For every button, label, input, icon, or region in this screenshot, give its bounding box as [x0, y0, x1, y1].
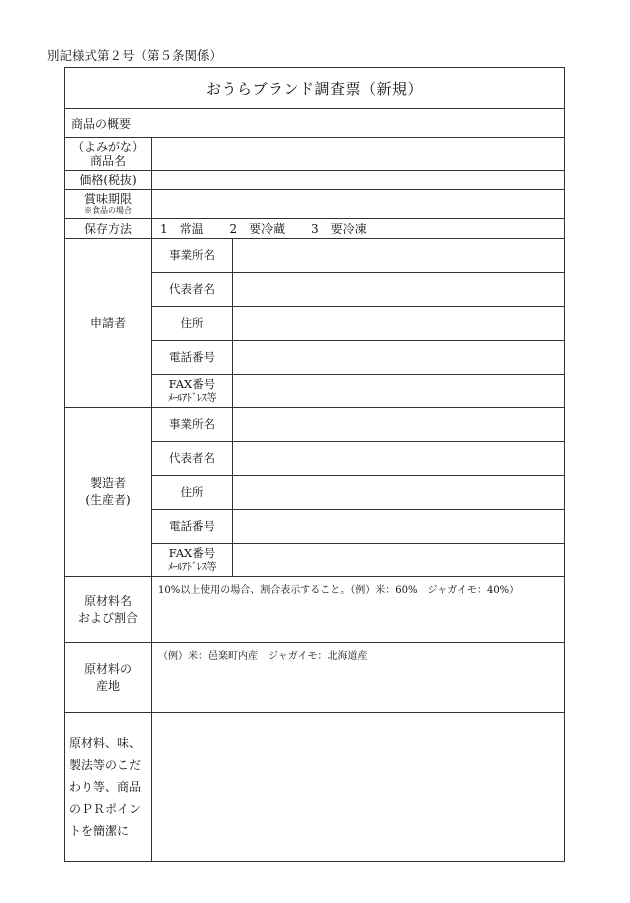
expiry-note: ※食品の場合 [84, 206, 132, 215]
origin-label [65, 643, 152, 713]
manufacturer-phone-label: 電話番号 [152, 510, 233, 544]
origin-field[interactable] [152, 643, 565, 713]
survey-form-table [64, 67, 565, 862]
product-name-text: 商品名 [89, 154, 126, 168]
ingredients-label [65, 577, 152, 643]
origin-note: （例）米：邑楽町内産 ジャガイモ：北海道産 [158, 651, 368, 662]
applicant-address-label: 住所 [152, 307, 233, 341]
applicant-fax-email-field[interactable] [233, 375, 565, 408]
storage-option-frozen[interactable]: 3 要冷凍 [310, 222, 367, 236]
price-field[interactable] [152, 171, 565, 190]
pr-line-3: わり等、商品 [69, 780, 142, 794]
ingredients-label-line1: 原材料名 [83, 593, 132, 608]
ingredients-field[interactable] [152, 577, 565, 643]
storage-option-ambient[interactable]: 1 常温 [160, 222, 204, 236]
expiry-text: 賞味期限 [83, 192, 132, 206]
manufacturer-representative-label: 代表者名 [152, 442, 233, 476]
pr-points-field[interactable] [152, 713, 565, 862]
pr-line-2: 製法等のこだ [69, 758, 142, 772]
manufacturer-phone-field[interactable] [233, 510, 565, 544]
manufacturer-email-text: ﾒｰﾙｱﾄﾞﾚｽ等 [167, 560, 217, 573]
applicant-office-field[interactable] [233, 239, 565, 273]
expiry-field[interactable] [152, 190, 565, 219]
storage-option-refrigerated[interactable]: 2 要冷蔵 [229, 222, 286, 236]
storage-options[interactable] [152, 219, 565, 239]
manufacturer-office-label: 事業所名 [152, 408, 233, 442]
origin-label-line2: 産地 [95, 678, 120, 693]
storage-method-label: 保存方法 [65, 219, 152, 239]
pr-line-5: トを簡潔に [69, 824, 130, 838]
ingredients-note: 10%以上使用の場合、割合表示すること。（例）米：60% ジャガイモ：40%） [158, 585, 520, 596]
pr-line-4: のＰＲポイン [69, 802, 142, 816]
applicant-fax-email-label [152, 375, 233, 408]
product-overview-heading: 商品の概要 [65, 109, 565, 138]
manufacturer-address-field[interactable] [233, 476, 565, 510]
manufacturer-label-text: 製造者 [89, 476, 126, 490]
applicant-representative-field[interactable] [233, 273, 565, 307]
ingredients-label-line2: および割合 [77, 610, 138, 625]
form-title: おうらブランド調査票（新規） [65, 68, 565, 109]
producer-label-text: (生産者) [85, 493, 131, 507]
manufacturer-fax-email-label [152, 544, 233, 577]
expiry-label [65, 190, 152, 219]
manufacturer-office-field[interactable] [233, 408, 565, 442]
manufacturer-label [65, 408, 152, 577]
product-name-field[interactable] [152, 138, 565, 171]
product-name-reading: （よみがな） [71, 140, 144, 154]
manufacturer-representative-field[interactable] [233, 442, 565, 476]
applicant-email-text: ﾒｰﾙｱﾄﾞﾚｽ等 [167, 391, 217, 404]
applicant-office-label: 事業所名 [152, 239, 233, 273]
applicant-label: 申請者 [65, 239, 152, 408]
price-label: 価格(税抜) [65, 171, 152, 190]
origin-label-line1: 原材料の [83, 661, 132, 676]
applicant-fax-text: FAX番号 [168, 376, 216, 391]
product-name-label [65, 138, 152, 171]
manufacturer-address-label: 住所 [152, 476, 233, 510]
applicant-address-field[interactable] [233, 307, 565, 341]
pr-points-label [65, 713, 152, 862]
form-number-note: 別記様式第２号（第５条関係） [47, 48, 223, 63]
pr-line-1: 原材料、味、 [69, 736, 142, 750]
applicant-phone-field[interactable] [233, 341, 565, 375]
applicant-representative-label: 代表者名 [152, 273, 233, 307]
manufacturer-fax-text: FAX番号 [168, 545, 216, 560]
applicant-phone-label: 電話番号 [152, 341, 233, 375]
manufacturer-fax-email-field[interactable] [233, 544, 565, 577]
